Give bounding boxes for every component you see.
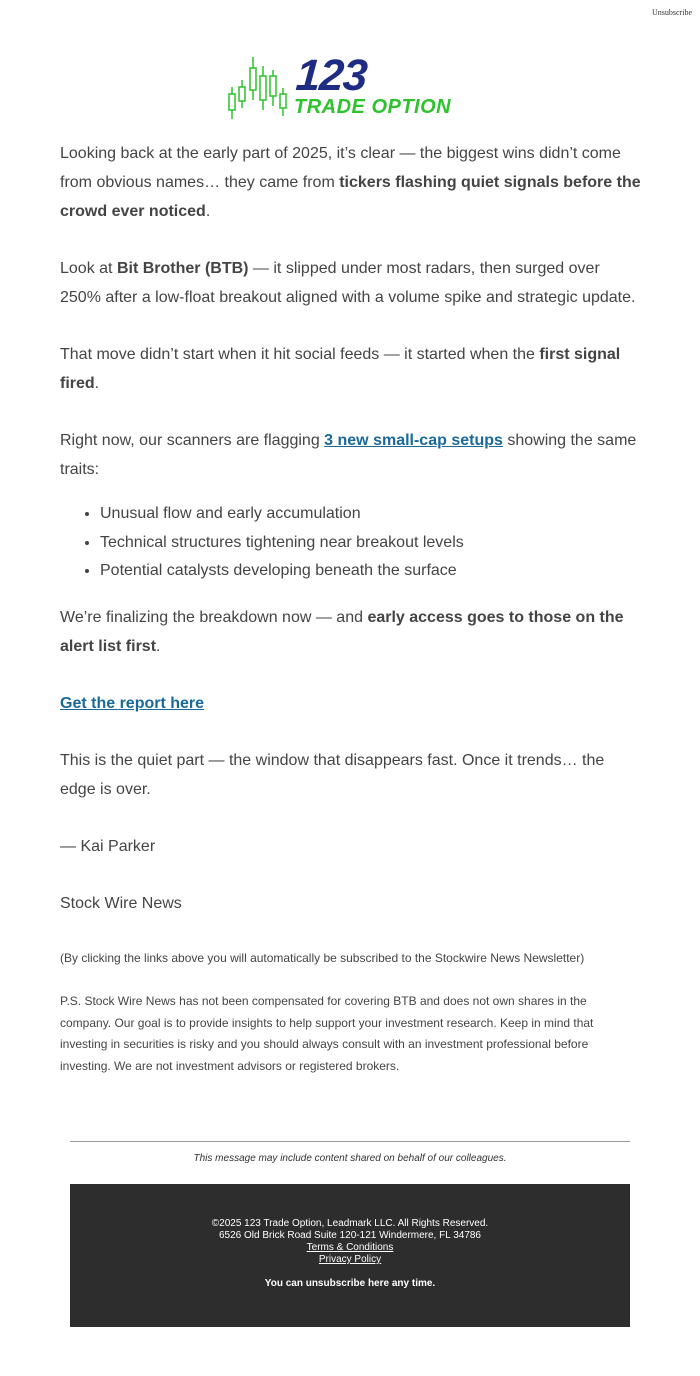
- email-body: [60, 139, 642, 946]
- signature-org: Stock Wire News: [60, 894, 182, 912]
- signature-name: — Kai Parker: [60, 837, 156, 855]
- list-item: • Technical structures tightening near breakout levels: [100, 529, 642, 558]
- footer-address: 6526 Old Brick Road Suite 120-121 Windermere, FL 34786: [219, 1230, 481, 1241]
- colleagues-note: This message may include content shared on behalf of our colleagues.: [193, 1153, 507, 1164]
- paragraph-finalizing: We’re finalizing the breakdown now — and early access goes to those on the alert list first.: [60, 608, 624, 655]
- paragraph-cta: [60, 689, 642, 718]
- footer-copyright: ©2025 123 Trade Option, Leadmark LLC. All Rights Reserved.: [211, 1218, 489, 1229]
- list-item: • Potential catalysts developing beneath the surface: [100, 557, 642, 586]
- paragraph-signal: That move didn’t start when it hit social feeds — it started when the first signal fired.: [60, 346, 621, 392]
- footer: [70, 1184, 630, 1327]
- terms-link[interactable]: Terms & Conditions: [306, 1242, 394, 1253]
- top-unsubscribe-link[interactable]: Unsubscribe: [652, 8, 692, 17]
- paragraph-intro: Looking back at the early part of 2025, it’s clear — the biggest wins didn’t come from obvious names… they came from tickers flashing quiet signals before the crowd ever noticed.: [60, 145, 641, 220]
- get-report-link[interactable]: Get the report here: [60, 694, 205, 712]
- privacy-link[interactable]: Privacy Policy: [318, 1254, 382, 1265]
- brand-logo: [226, 51, 476, 124]
- list-item: • Unusual flow and early accumulation: [100, 500, 642, 529]
- logo-number: 123: [294, 51, 369, 100]
- divider: [70, 1141, 630, 1142]
- traits-list: [60, 500, 642, 586]
- footer-unsubscribe[interactable]: You can unsubscribe here any time.: [264, 1278, 436, 1289]
- ps-disclaimer: P.S. Stock Wire News has not been compensated for covering BTB and does not own shares in the company. Our goal is to provide insights to help support your investment research. Keep in mind that investing in securities is risky and you should always consult with an investment professional before investing. We are not investment advisors or registered brokers.: [60, 994, 594, 1073]
- subscribe-disclaimer: (By clicking the links above you will automatically be subscribed to the Stockwire News Newsletter): [60, 951, 585, 965]
- paragraph-scanners: Right now, our scanners are flagging 3 new small-cap setups showing the same traits:: [60, 432, 637, 478]
- setups-link[interactable]: 3 new small-cap setups: [324, 432, 503, 449]
- paragraph-btb: Look at Bit Brother (BTB) — it slipped under most radars, then surged over 250% after a low-float breakout aligned with a volume spike and strategic update.: [60, 260, 636, 306]
- candlestick-icon: [226, 54, 290, 124]
- logo-name: TRADE OPTION: [294, 96, 452, 118]
- paragraph-quiet: This is the quiet part — the window that disappears fast. Once it trends… the edge is over.: [60, 751, 605, 798]
